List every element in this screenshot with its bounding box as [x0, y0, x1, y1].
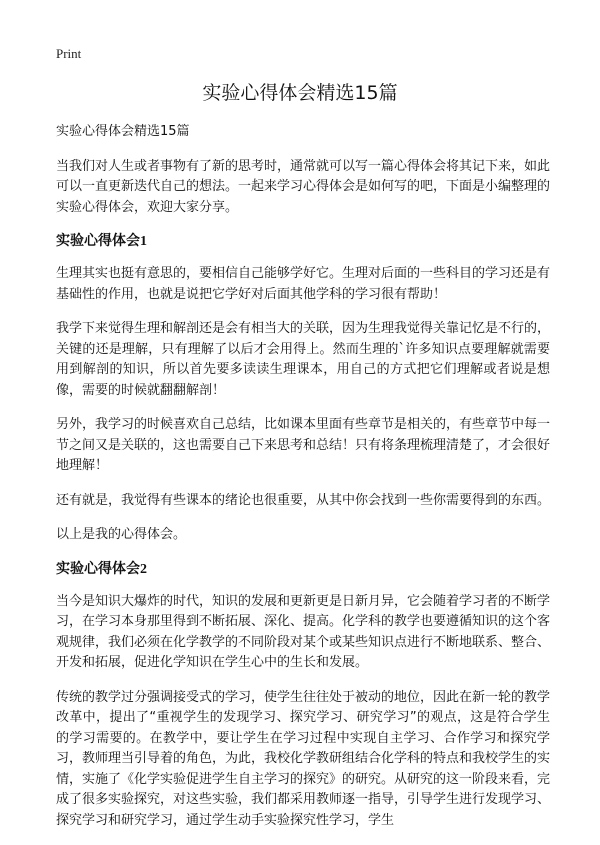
paragraph: 我学下来觉得生理和解剖还是会有相当大的关联，因为生理我觉得关靠记忆是不行的，关键的还是理解，只有理解了以后才会用得上。然而生理的`许多知识点要理解就需要用到解剖的知识，所以首先要多读读生理课本，用自己的方式把它们理解或者说是想像，需要的时候就翻翻解剖！: [56, 321, 551, 398]
paragraph: 传统的教学过分强调接受式的学习，使学生往往处于被动的地位，因此在新一轮的教学改革中，提出了“重视学生的发现学习、探究学习、研究学习”的观点，这是符合学生的学习需要的。在教学中，要让学生在学习过程中实现自主学习、合作学习和探究学习，教师理当引导着的角色，为此，我校化学教研组结合化学科的特点和我校学生的实情，实施了《化学实验促进学生自主学习的探究》的研究。从研究的这一阶段来看，完成了很多实验探究，对这些实验，我们都采用教师逐一指导，引导学生进行发现学习、探究学习和研究学习，通过学生动手实验探究性学习，学生: [56, 689, 551, 828]
paragraph: 生理其实也挺有意思的，要相信自己能够学好它。生理对后面的一些科目的学习还是有基础性的作用，也就是说把它学好对后面其他学科的学习很有帮助！: [56, 266, 551, 302]
section-heading-1: 实验心得体会1: [56, 234, 147, 249]
article-body: [56, 122, 550, 845]
intro-paragraph: 当我们对人生或者事物有了新的思考时，通常就可以写一篇心得体会将其记下来，如此可以一直更新迭代自己的想法。一起来学习心得体会是如何写的吧，下面是小编整理的实验心得体会，欢迎大家分享。: [56, 158, 551, 215]
paragraph: 当今是知识大爆炸的时代，知识的发展和更新更是日新月异，它会随着学习者的不断学习，在学习本身那里得到不断拓展、深化、提高。化学科的教学也要遵循知识的这个客观规律，我们必须在化学教学的不同阶段对某个或某些知识点进行不断地联系、整合、开发和拓展，促进化学知识在学生心中的生长和发展。: [56, 593, 551, 670]
section-heading-2: 实验心得体会2: [56, 561, 147, 577]
page-title: 实验心得体会精选15篇: [202, 82, 398, 104]
print-link[interactable]: Print: [56, 46, 82, 61]
paragraph: 以上是我的心得体会。: [56, 527, 187, 542]
paragraph: 另外，我学习的时候喜欢自己总结，比如课本里面有些章节是相关的，有些章节中每一节之间又是关联的，这也需要自己下来思考和总结！只有将条理梳理清楚了，才会很好地理解！: [56, 417, 551, 473]
article-subtitle: 实验心得体会精选15篇: [56, 124, 190, 139]
paragraph: 还有就是，我觉得有些课本的绪论也很重要，从其中你会找到一些你需要得到的东西。: [56, 492, 551, 508]
